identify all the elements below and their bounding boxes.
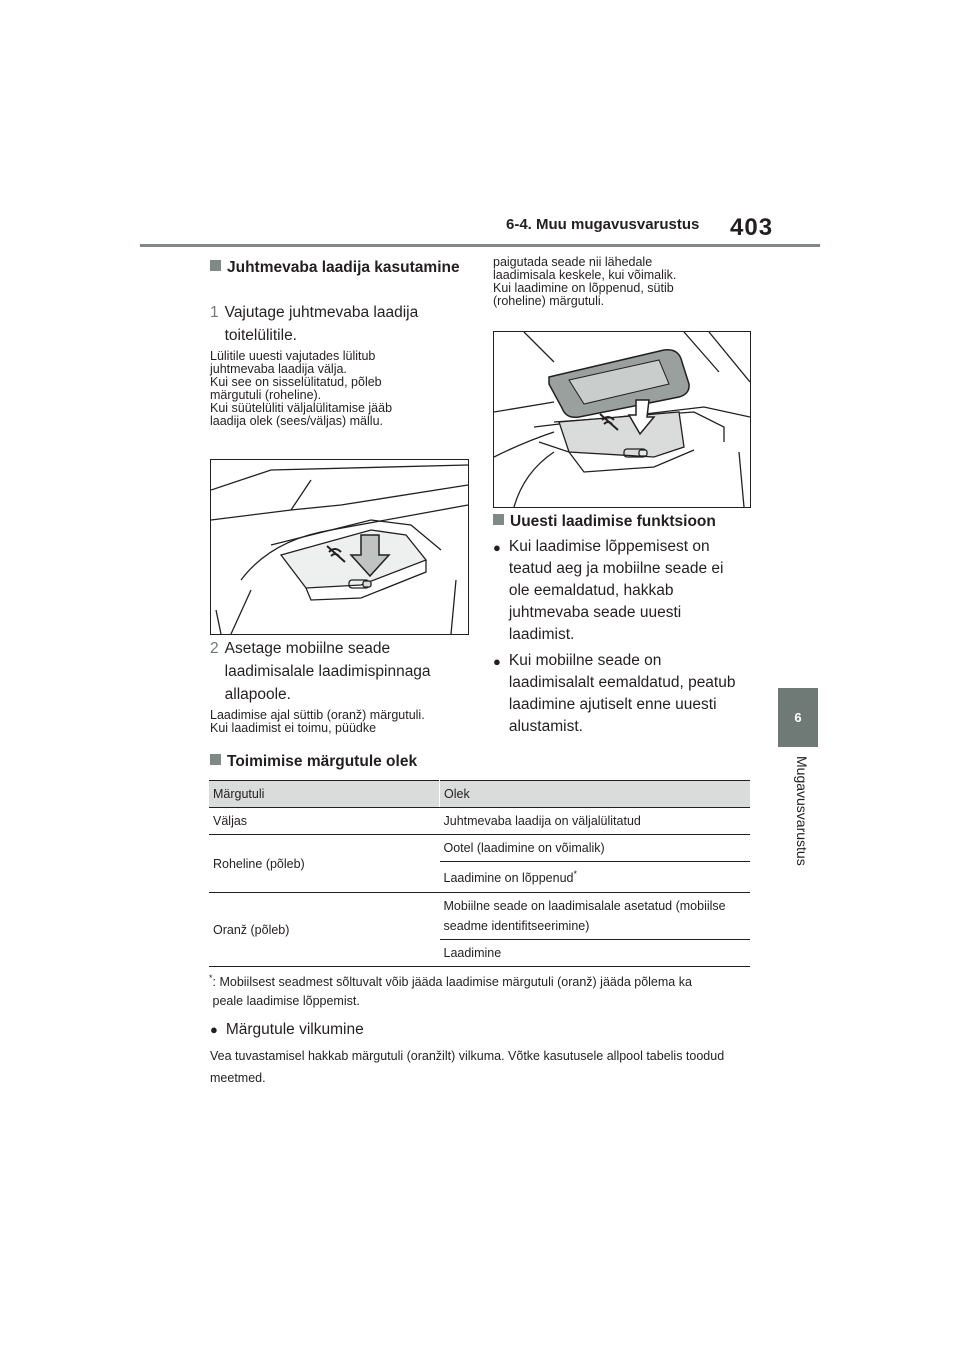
- square-bullet-icon: [210, 754, 221, 765]
- footnote-text: : Mobiilsest seadmest sõltuvalt võib jääda laadimise märgutuli (oranž) jääda põlema ka peale laadimise lõppemist.: [212, 975, 692, 1008]
- bullet-icon: ●: [210, 1022, 218, 1037]
- table-cell: Väljas: [209, 808, 440, 835]
- heading-recharge-function: Uuesti laadimise funktsioon: [493, 510, 753, 533]
- table-row: [209, 835, 750, 862]
- step-1: [210, 301, 460, 347]
- header-rule: [140, 244, 820, 247]
- table-header-row: [209, 781, 750, 808]
- table-cell: Ootel (laadimine on võimalik): [440, 835, 751, 862]
- bullet-icon: ●: [493, 540, 501, 555]
- chapter-number: 6: [794, 710, 802, 725]
- section-title: 6-4. Muu mugavusvarustus: [506, 216, 700, 233]
- step-1-note: Lülitile uuesti vajutades lülitub juhtmevaba laadija välja. Kui see on sisselülitatud, põleb märgutuli (roheline). Kui süütelüliti väljalülitamise jääb laadija olek (sees/väljas) mällu.: [210, 349, 393, 428]
- phone-icon: [549, 350, 689, 418]
- table-footnote: [209, 973, 729, 1011]
- table-row: [209, 893, 750, 940]
- table-cell: Roheline (põleb): [209, 835, 440, 893]
- table-cell: Laadimine: [440, 940, 751, 967]
- square-bullet-icon: [210, 260, 221, 271]
- table-cell: Juhtmevaba laadija on väljalülitatud: [440, 808, 751, 835]
- bullet-recharge-2: ● Kui mobiilne seade on laadimisalalt eemaldatud, peatub laadimine ajutiselt enne uuesti alustamist.: [493, 650, 753, 738]
- table-row: [209, 808, 750, 835]
- bullet-blinking: ● Märgutule vilkumine: [210, 1021, 364, 1038]
- figure-power-switch: [210, 459, 469, 635]
- chapter-label: Mugavusvarustus: [794, 756, 810, 866]
- console-illustration: [211, 460, 468, 634]
- square-bullet-icon: [493, 514, 504, 525]
- phone-charging-illustration: [494, 332, 750, 507]
- step-text: Asetage mobiilne seade laadimisalale laadimispinnaga allapoole.: [224, 640, 431, 703]
- status-table: [209, 780, 750, 967]
- table-cell: Laadimine on lõppenud*: [440, 862, 751, 893]
- table-cell: Mobiilne seade on laadimisalale asetatud (mobiilse seadme identifitseerimine): [440, 893, 751, 940]
- step-number: 2: [210, 640, 219, 657]
- bullet-recharge-1: ● Kui laadimise lõppemisest on teatud aeg ja mobiilne seade ei ole eemaldatud, hakkab juhtmevaba seade uuesti laadimist.: [493, 536, 753, 646]
- page-number: 403: [730, 214, 774, 241]
- column-header: Olek: [440, 781, 751, 808]
- step-2: [210, 637, 460, 706]
- bullet-icon: ●: [493, 654, 501, 669]
- table-cell: Oranž (põleb): [209, 893, 440, 967]
- heading-wireless-charger: Juhtmevaba laadija kasutamine: [210, 256, 460, 279]
- step-text: Vajutage juhtmevaba laadija toitelülitile.: [224, 304, 419, 344]
- figure-phone-on-charger: [493, 331, 751, 508]
- step-number: 1: [210, 304, 219, 321]
- footnote-mark: *: [209, 973, 213, 983]
- heading-indicator-status: Toimimise märgutule olek: [210, 750, 610, 773]
- chapter-tab: [778, 688, 818, 747]
- step-2-note: Laadimise ajal süttib (oranž) märgutuli. Kui laadimist ei toimu, püüdke: [210, 708, 425, 735]
- column-header: Märgutuli: [209, 781, 440, 808]
- blinking-description: Vea tuvastamisel hakkab märgutuli (oranžilt) vilkuma. Võtke kasutusele allpool tabelis toodud meetmed.: [210, 1049, 725, 1085]
- footnote-mark: *: [573, 868, 577, 879]
- step-2-note-continued: paigutada seade nii lähedale laadimisala keskele, kui võimalik. Kui laadimine on lõppenud, sütib (roheline) märgutuli.: [493, 255, 677, 308]
